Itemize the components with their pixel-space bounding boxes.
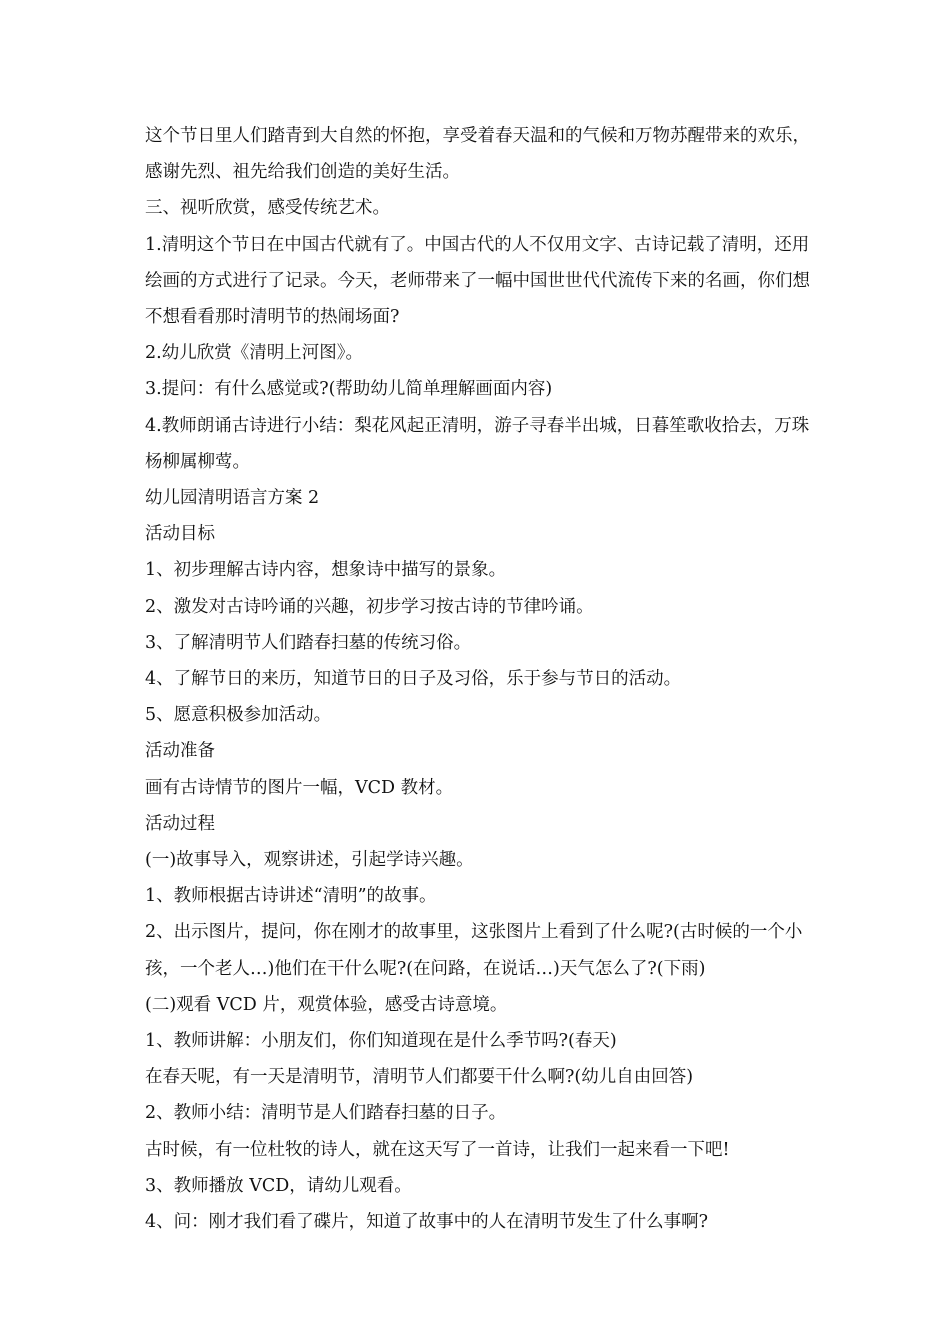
process-step-2-heading: (二)观看 VCD 片，观赏体验，感受古诗意境。 [145, 994, 508, 1015]
paragraph-item-4: 4.教师朗诵古诗进行小结：梨花风起正清明，游子寻春半出城，日暮笙歌收拾去，万珠杨柳属柳莺。 [145, 415, 810, 472]
paragraph-item-1: 1.清明这个节日在中国古代就有了。中国古代的人不仅用文字、古诗记载了清明，还用绘画的方式进行了记录。今天，老师带来了一幅中国世世代代流传下来的名画，你们想不想看看那时清明节的热闹场面? [145, 234, 810, 328]
plan-title: 幼儿园清明语言方案 2 [145, 488, 320, 509]
process-step-1-item-1: 1、教师根据古诗讲述“清明”的故事。 [145, 886, 437, 907]
heading-activity-preparation: 活动准备 [145, 741, 215, 762]
section-heading-appreciation: 三、视听欣赏，感受传统艺术。 [145, 198, 390, 219]
paragraph-item-3: 3.提问：有什么感觉或?(帮助幼儿简单理解画面内容) [145, 379, 553, 400]
goal-item-2: 2、激发对古诗吟诵的兴趣，初步学习按古诗的节律吟诵。 [145, 596, 594, 617]
process-step-1-heading: (一)故事导入，观察讲述，引起学诗兴趣。 [145, 850, 474, 871]
heading-activity-process: 活动过程 [145, 813, 215, 834]
goal-item-4: 4、了解节日的来历，知道节日的日子及习俗，乐于参与节日的活动。 [145, 669, 682, 690]
paragraph-intro-festival: 这个节日里人们踏青到大自然的怀抱，享受着春天温和的气候和万物苏醒带来的欢乐，感谢先烈、祖先给我们创造的美好生活。 [145, 126, 810, 183]
goal-item-1: 1、初步理解古诗内容，想象诗中描写的景象。 [145, 560, 507, 581]
goal-item-3: 3、了解清明节人们踏春扫墓的传统习俗。 [145, 632, 472, 653]
paragraph-item-2: 2.幼儿欣赏《清明上河图》。 [145, 343, 363, 364]
document-body [145, 118, 810, 1240]
goal-item-5: 5、愿意积极参加活动。 [145, 705, 332, 726]
process-step-2-item-3: 3、教师播放 VCD，请幼儿观看。 [145, 1175, 412, 1196]
process-step-2-text-2: 古时候，有一位杜牧的诗人，就在这天写了一首诗，让我们一起来看一下吧! [145, 1139, 730, 1160]
process-step-2-item-2: 2、教师小结：清明节是人们踏春扫墓的日子。 [145, 1103, 507, 1124]
process-step-2-text-1: 在春天呢，有一天是清明节，清明节人们都要干什么啊?(幼儿自由回答) [145, 1067, 694, 1088]
heading-activity-goals: 活动目标 [145, 524, 215, 545]
process-step-1-item-2: 2、出示图片，提问，你在刚才的故事里，这张图片上看到了什么呢?(古时候的一个小孩，一个老人…)他们在干什么呢?(在问路，在说话…)天气怎么了?(下雨) [145, 922, 803, 979]
preparation-text: 画有古诗情节的图片一幅，VCD 教材。 [145, 777, 454, 798]
process-step-2-item-4: 4、问：刚才我们看了碟片，知道了故事中的人在清明节发生了什么事啊? [145, 1212, 709, 1233]
process-step-2-item-1: 1、教师讲解：小朋友们，你们知道现在是什么季节吗?(春天) [145, 1031, 617, 1052]
